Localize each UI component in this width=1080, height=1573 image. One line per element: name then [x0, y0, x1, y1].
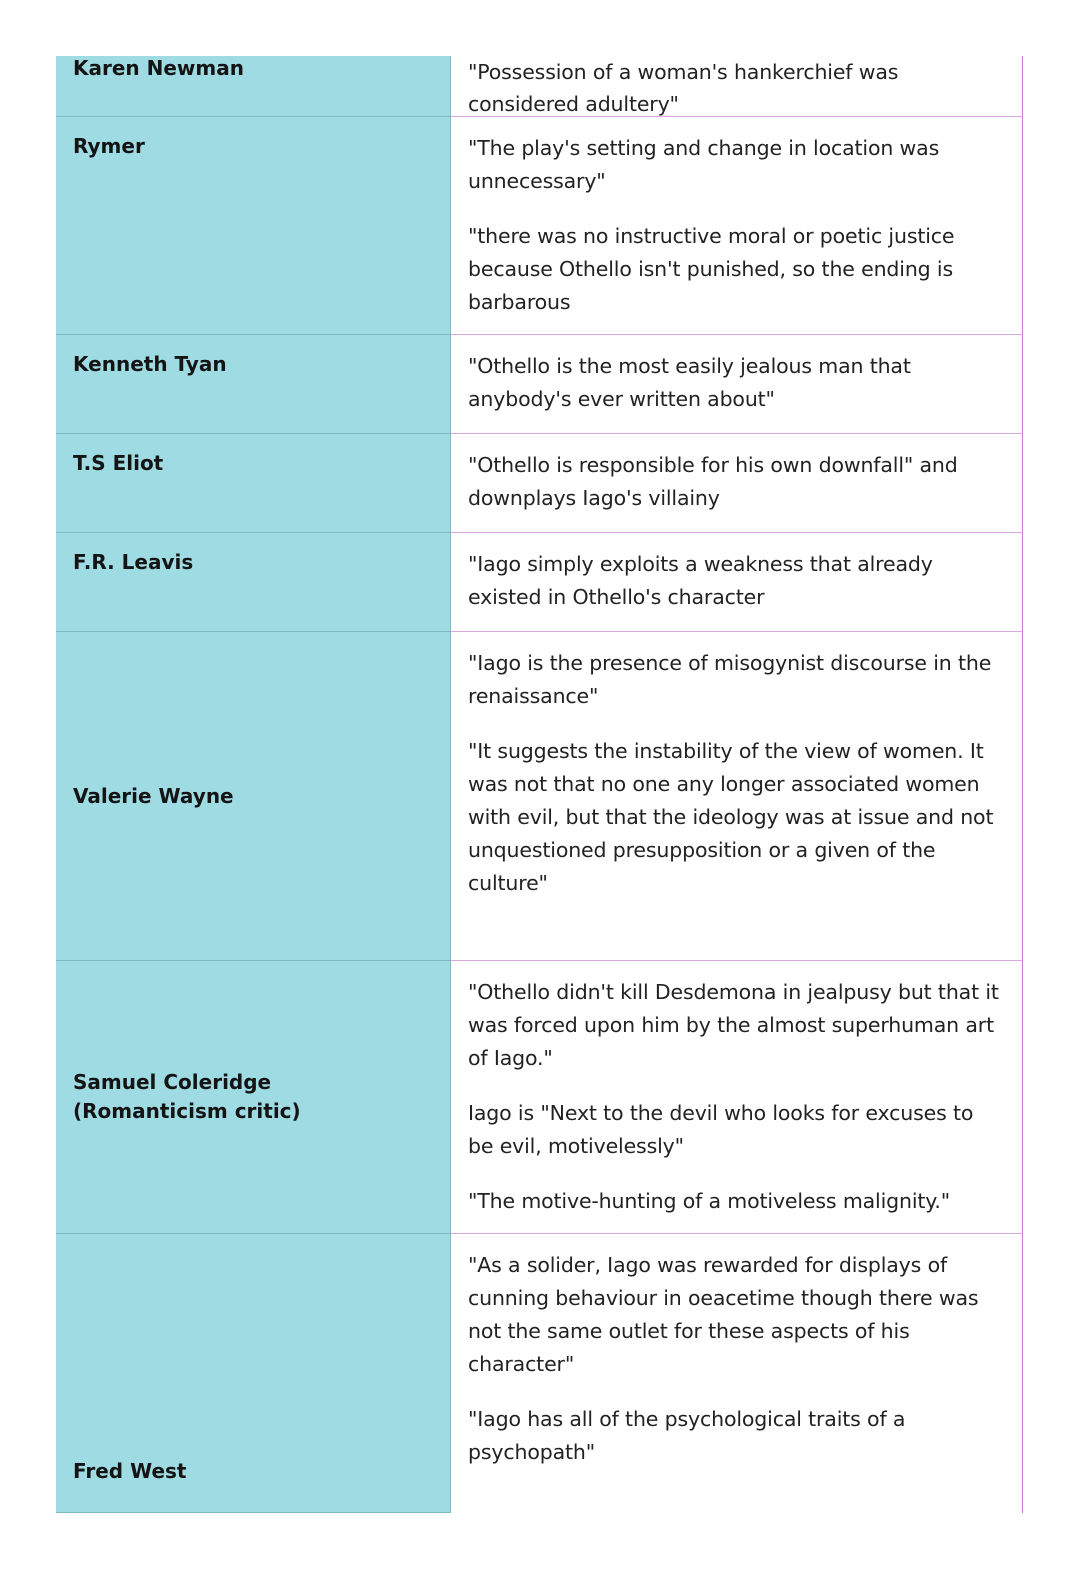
table-row — [56, 1234, 1023, 1512]
critic-cell — [56, 434, 451, 533]
quote-cell — [451, 117, 1023, 335]
critic-name: F.R. Leavis — [73, 550, 194, 574]
critic-name: T.S Eliot — [73, 451, 164, 475]
quote-cell — [451, 1234, 1023, 1513]
critic-cell — [56, 56, 451, 117]
quote-text: "Iago has all of the psychological traits of a psychopath" — [468, 1407, 906, 1464]
quote-text: "there was no instructive moral or poetic justice because Othello isn't punished, so the ending is barbarous — [468, 224, 955, 314]
quote-text: "Othello is the most easily jealous man that anybody's ever written about" — [468, 354, 911, 411]
table-row — [56, 434, 1023, 533]
table-row — [56, 961, 1023, 1234]
critic-cell — [56, 117, 451, 335]
quote-text: "As a solider, Iago was rewarded for displays of cunning behaviour in oeacetime though there was not the same outlet for these aspects of his character" — [468, 1253, 979, 1376]
quote-text: "Othello didn't kill Desdemona in jealpusy but that it was forced upon him by the almost superhuman art of Iago." — [468, 980, 999, 1070]
quote-text: "Iago is the presence of misogynist discourse in the renaissance" — [468, 651, 992, 708]
quote-cell — [451, 632, 1023, 961]
critic-name: Samuel Coleridge (Romanticism critic) — [73, 1070, 301, 1123]
critic-name: Fred West — [73, 1459, 187, 1483]
critic-cell — [56, 961, 451, 1234]
quote-text: Iago is "Next to the devil who looks for excuses to be evil, motivelessly" — [468, 1101, 974, 1158]
table-row — [56, 56, 1023, 117]
quote-text: "Possession of a woman's hankerchief was considered adultery" — [468, 60, 899, 116]
quote-cell — [451, 56, 1023, 117]
quote-text: "The play's setting and change in location was unnecessary" — [468, 136, 940, 193]
table-row — [56, 533, 1023, 632]
critics-table — [56, 56, 1023, 1512]
critic-name: Kenneth Tyan — [73, 352, 227, 376]
quote-text: "It suggests the instability of the view of women. It was not that no one any longer associated women with evil, but that the ideology was at issue and not unquestioned presupposition or a given of the culture" — [468, 739, 994, 895]
critic-name: Rymer — [73, 134, 145, 158]
critic-cell — [56, 1234, 451, 1513]
critic-name: Karen Newman — [73, 56, 244, 80]
table-row — [56, 117, 1023, 335]
quote-text: "The motive-hunting of a motiveless malignity." — [468, 1189, 950, 1213]
critic-cell — [56, 533, 451, 632]
critic-cell — [56, 632, 451, 961]
quote-cell — [451, 533, 1023, 632]
table-row — [56, 632, 1023, 961]
quote-cell — [451, 961, 1023, 1234]
critic-name: Valerie Wayne — [73, 783, 234, 808]
quote-text: "Iago simply exploits a weakness that already existed in Othello's character — [468, 552, 933, 609]
quote-text: "Othello is responsible for his own downfall" and downplays Iago's villainy — [468, 453, 958, 510]
quote-cell — [451, 434, 1023, 533]
table-row — [56, 335, 1023, 434]
quote-cell — [451, 335, 1023, 434]
critic-cell — [56, 335, 451, 434]
